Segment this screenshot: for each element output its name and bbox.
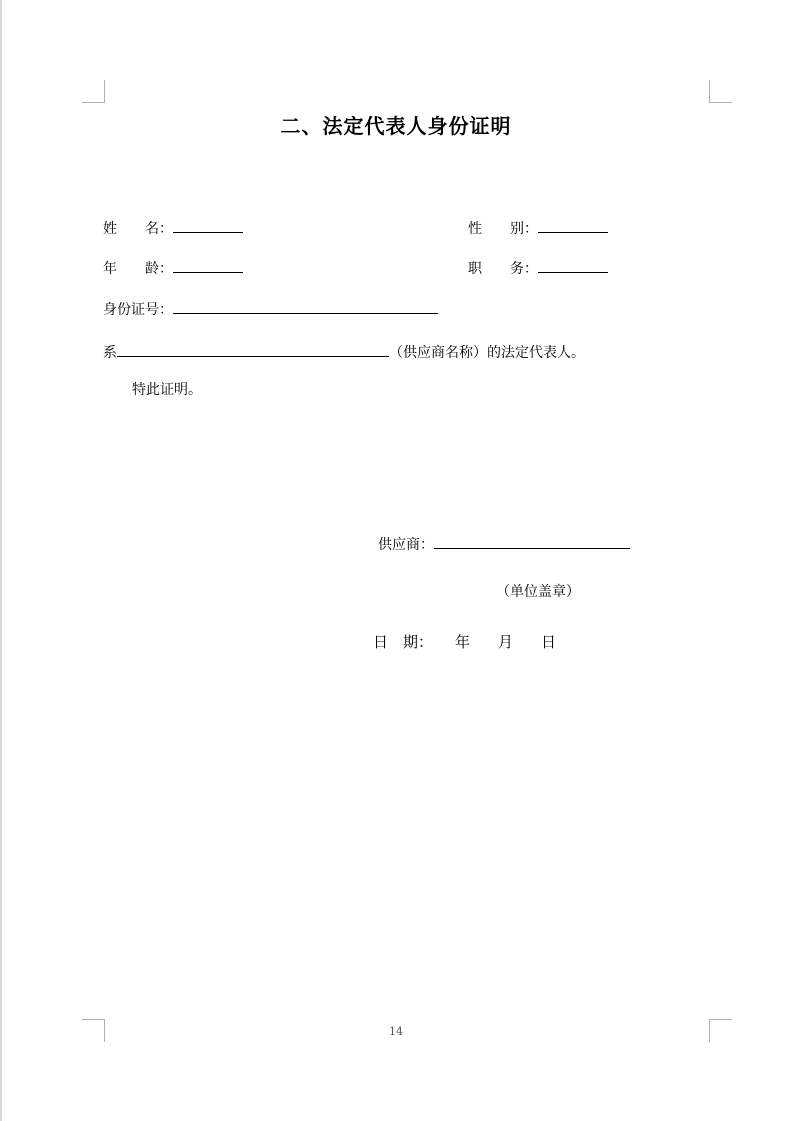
position-blank[interactable] — [538, 256, 608, 273]
supplier-name-blank[interactable] — [117, 340, 389, 357]
statement-row — [103, 340, 585, 363]
year-text: 年 — [455, 633, 471, 651]
gender-label: 性 别： — [468, 221, 538, 237]
name-row — [103, 216, 243, 239]
name-label: 姓 名： — [103, 221, 173, 237]
gender-blank[interactable] — [538, 216, 608, 233]
id-row — [103, 297, 438, 320]
month-text: 月 — [498, 633, 514, 651]
certify-text: 特此证明。 — [132, 382, 202, 398]
supplier-row — [378, 532, 630, 555]
id-blank[interactable] — [173, 297, 438, 314]
crop-mark-top-right — [709, 80, 732, 103]
page-number: 14 — [389, 1025, 403, 1038]
age-row — [103, 256, 243, 279]
statement-suffix: （供应商名称）的法定代表人。 — [389, 345, 585, 361]
id-label: 身份证号： — [103, 302, 173, 318]
crop-mark-top-left — [82, 80, 105, 103]
name-blank[interactable] — [173, 216, 243, 233]
page-edge — [0, 0, 2, 1121]
position-row — [468, 256, 608, 279]
gender-row — [468, 216, 608, 239]
day-text: 日 — [541, 633, 557, 651]
position-label: 职 务： — [468, 261, 538, 277]
supplier-blank[interactable] — [434, 532, 630, 549]
date-label: 日 期： — [373, 633, 434, 651]
date-row — [373, 632, 556, 652]
statement-prefix: 系 — [103, 345, 117, 361]
seal-text: （单位盖章） — [496, 584, 580, 600]
document-title: 二、法定代表人身份证明 — [280, 114, 512, 138]
supplier-label: 供应商： — [378, 537, 434, 553]
age-blank[interactable] — [173, 256, 243, 273]
age-label: 年 龄： — [103, 261, 173, 277]
